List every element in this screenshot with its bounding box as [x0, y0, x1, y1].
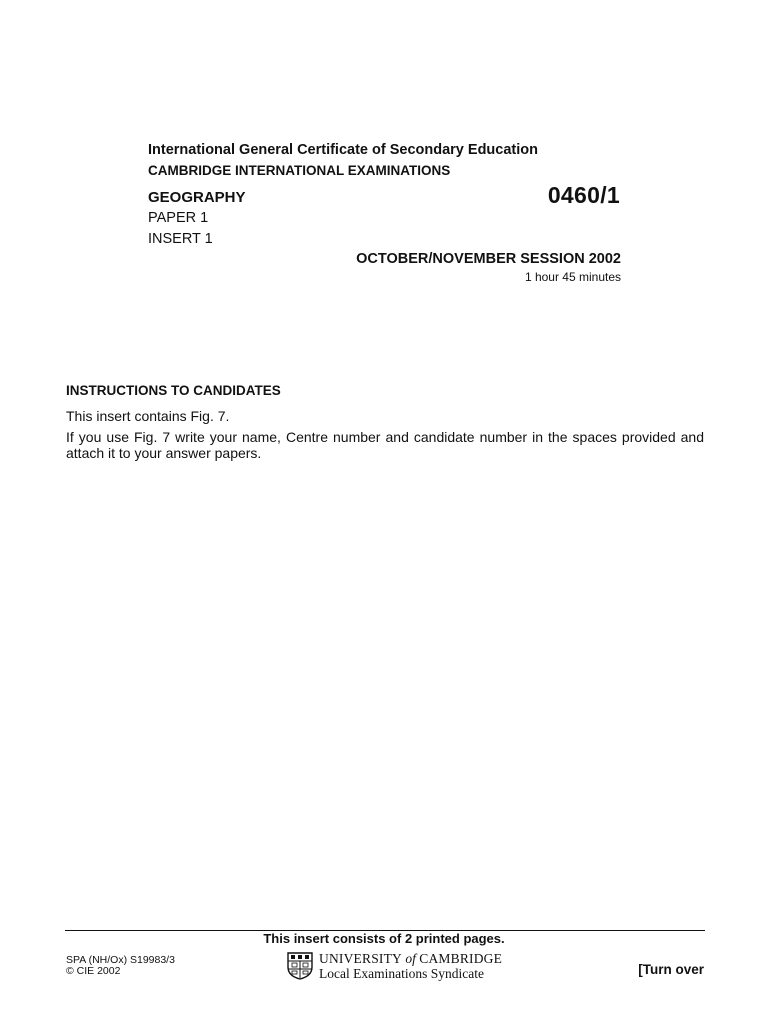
- exam-session: OCTOBER/NOVEMBER SESSION 2002: [356, 251, 621, 267]
- instruction-line-1: This insert contains Fig. 7.: [66, 408, 230, 424]
- exam-board: CAMBRIDGE INTERNATIONAL EXAMINATIONS: [148, 163, 451, 178]
- exam-duration: 1 hour 45 minutes: [524, 270, 621, 284]
- printed-pages-note: This insert consists of 2 printed pages.: [263, 931, 505, 946]
- logo-cambridge: CAMBRIDGE: [419, 951, 503, 966]
- logo-university: UNIVERSITY: [319, 951, 402, 966]
- logo-syndicate: Local Examinations Syndicate: [319, 966, 484, 981]
- subject-title: GEOGRAPHY: [148, 189, 246, 206]
- turn-over-note: [Turn over: [638, 962, 704, 977]
- instruction-line-2: If you use Fig. 7 write your name, Centre number and candidate number in the spaces provided and attach it to your answer papers.: [66, 429, 704, 461]
- insert-number: INSERT 1: [148, 231, 213, 247]
- syllabus-code: 0460/1: [547, 182, 620, 208]
- ucles-logo: [287, 951, 502, 981]
- document-reference: [66, 955, 175, 977]
- qualification-title: International General Certificate of Secondary Education: [148, 142, 538, 158]
- instructions-heading: INSTRUCTIONS TO CANDIDATES: [66, 383, 281, 398]
- reference-code: SPA (NH/Ox) S19983/3: [66, 954, 175, 966]
- copyright: © CIE 2002: [66, 965, 121, 977]
- paper-number: PAPER 1: [148, 210, 209, 226]
- university-crest-icon: [287, 952, 313, 980]
- logo-of: of: [405, 951, 416, 966]
